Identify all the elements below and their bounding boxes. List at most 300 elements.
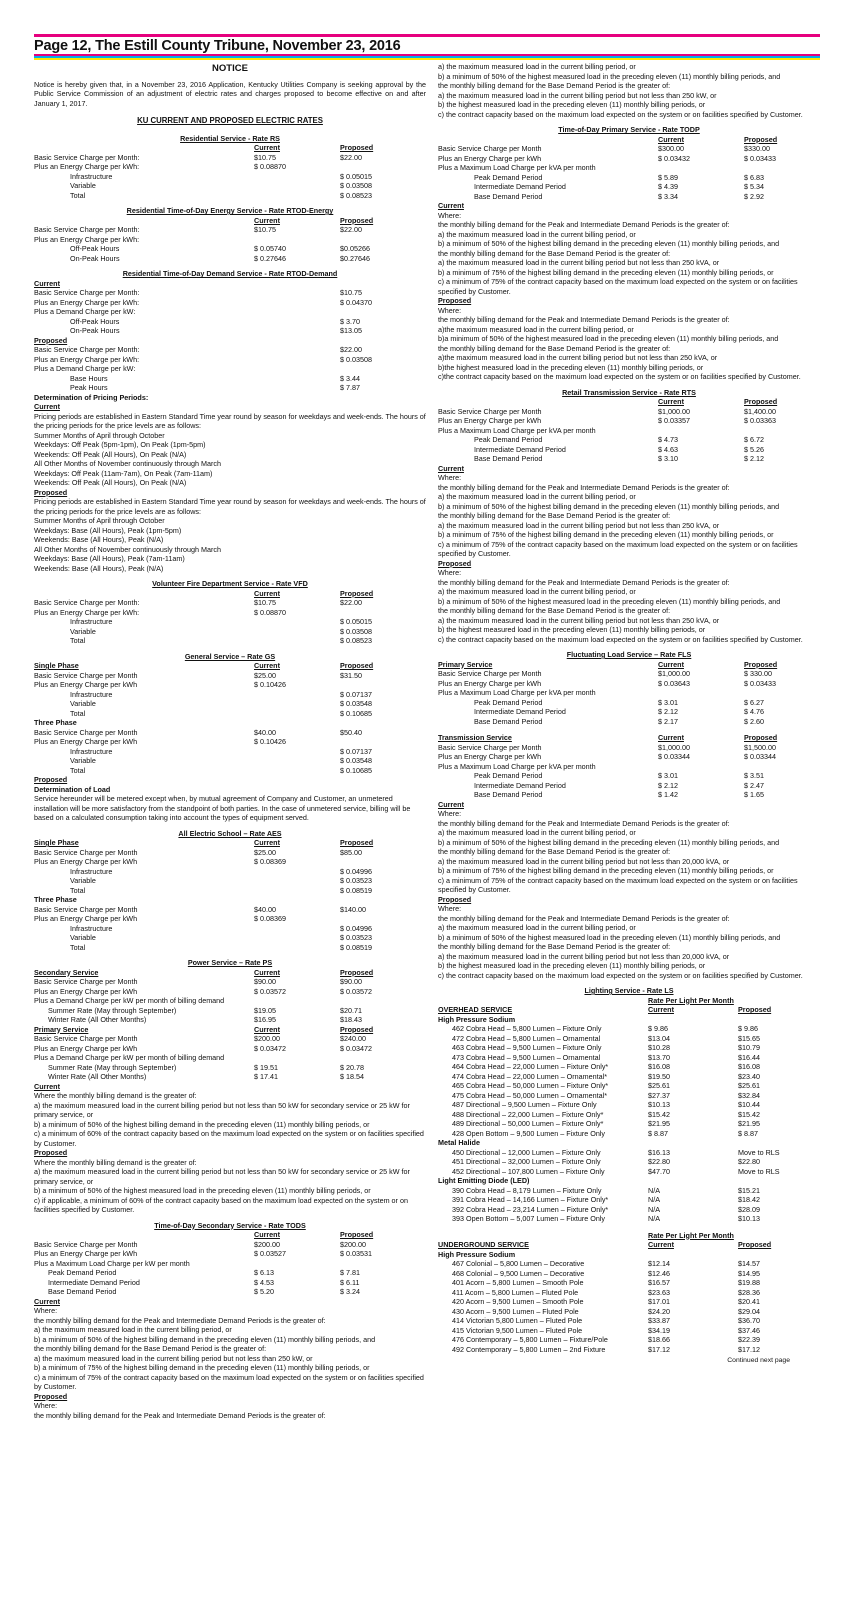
rate-label: Basic Service Charge per Month [34, 1034, 138, 1043]
rate-label: Determination of Load [34, 784, 111, 794]
proposed-value: Proposed [340, 215, 374, 225]
rate-label: Plus a Maximum Load Charge per kVA per month [438, 163, 596, 172]
proposed-value [738, 1176, 820, 1186]
current-value: $ 0.03572 [254, 986, 286, 996]
proposed-value: $ 3.24 [340, 1287, 360, 1296]
current-value [254, 235, 340, 245]
rate-label: 428 Open Bottom – 9,500 Lumen – Fixture Only [452, 1128, 606, 1138]
body-text: a) the maximum measured load in the current billing period but not less than 250 kVA, or [438, 520, 720, 530]
rate-label [438, 1231, 648, 1241]
rate-label: Plus a Demand Charge per kW per month of billing demand [34, 1053, 225, 1062]
proposed-value: Proposed [340, 143, 374, 152]
right-rate-blocks [438, 62, 820, 1354]
current-value [254, 867, 340, 877]
current-value: $16.57 [648, 1278, 670, 1287]
current-value: $ 3.01 [658, 771, 678, 780]
current-value: $23.63 [648, 1287, 670, 1297]
body-text: the monthly billing demand for the Peak and Intermediate Demand Periods is the greater of: [438, 577, 730, 587]
body-text: b) a minimum of 50% of the highest billing demand in the preceding eleven (11) monthly billing periods, and [34, 1334, 376, 1344]
lighting-rate-row [438, 1110, 820, 1120]
proposed-value: $ 3.51 [744, 771, 764, 780]
body-text: b)a minimum of 50% of the highest measured load in the preceding eleven (11) monthly billing periods, and [438, 334, 779, 343]
lighting-rate-row [438, 1335, 820, 1345]
proposed-value: $ 0.03572 [340, 986, 372, 996]
rate-label: Current [34, 402, 60, 411]
rate-label: 452 Directional – 107,800 Lumen – Fixture Only [452, 1166, 605, 1176]
rate-label: Intermediate Demand Period [474, 182, 566, 191]
rate-row [34, 244, 426, 254]
rate-label: Summer Rate (May through September) [48, 1062, 177, 1072]
lighting-rate-row [438, 1176, 820, 1186]
proposed-value [744, 688, 820, 698]
current-value [254, 1259, 340, 1269]
rate-row [34, 1072, 426, 1082]
body-text: Where: [34, 1306, 58, 1315]
body-text: a)the maximum measured load in the current billing period, or [438, 324, 634, 334]
rate-row [34, 181, 426, 191]
proposed-value: $ 0.08519 [340, 885, 372, 895]
rate-row [34, 172, 426, 182]
rate-label: Plus an Energy Charge per kWh [438, 416, 542, 425]
body-text: Weekdays: Base (All Hours), Peak (7am-11am) [34, 554, 185, 563]
lighting-rate-row [438, 1072, 820, 1082]
rate-row [34, 1392, 426, 1402]
proposed-value: Proposed [744, 659, 778, 669]
rate-label: Intermediate Demand Period [474, 707, 566, 716]
rate-row [438, 426, 820, 436]
body-text: a) the maximum measured load in the current billing period but not less than 50 kW for secondary service or 25 kW for primary service, or [34, 1100, 410, 1119]
rate-label [34, 143, 254, 153]
proposed-value: $ 6.83 [744, 172, 764, 182]
current-value [254, 766, 340, 776]
rate-label: Plus a Maximum Load Charge per kW per month [34, 1258, 190, 1268]
rate-row [438, 154, 820, 164]
current-value: $ 0.05740 [254, 244, 286, 253]
body-text: b) a minimum of 75% of the highest billing demand in the preceding eleven (11) monthly billing periods, or [438, 267, 774, 277]
proposed-value: $ 0.03523 [340, 933, 372, 942]
current-value: $ 0.08369 [254, 914, 286, 923]
body-text: Weekends: Base (All Hours), Peak (N/A) [34, 535, 164, 544]
lighting-rate-row [438, 1129, 820, 1139]
current-value [254, 709, 340, 719]
left-column [34, 62, 426, 1420]
current-value: $ 5.89 [658, 172, 678, 182]
proposed-value: $ 5.26 [744, 444, 764, 454]
current-value [254, 1297, 340, 1307]
rate-label: Basic Service Charge per Month [438, 406, 542, 416]
current-value [658, 559, 744, 569]
proposed-value: $32.84 [738, 1090, 760, 1100]
proposed-value: $ 9.86 [738, 1024, 758, 1033]
body-text: b) a minimum of 50% of the highest measured load in the preceding eleven (11) monthly billing periods, and [438, 932, 781, 942]
rate-row [438, 895, 820, 905]
section-title: General Service – Rate GS [184, 651, 276, 661]
current-value: $10.28 [648, 1043, 670, 1052]
current-value [658, 895, 744, 905]
rate-label: Total [70, 885, 86, 895]
rate-label: 463 Cobra Head – 9,500 Lumen – Fixture Only [452, 1043, 602, 1052]
rate-row [438, 669, 820, 679]
current-value: $ 4.63 [658, 444, 678, 454]
proposed-value: $90.00 [340, 977, 362, 986]
body-text: b) a minimum of 50% of the highest billing demand in the preceding eleven (11) monthly billing periods, and [438, 239, 780, 248]
rate-label: Peak Demand Period [474, 697, 543, 707]
rate-label: Variable [70, 699, 96, 708]
rate-label: Total [70, 636, 86, 645]
proposed-value [340, 402, 426, 412]
current-value [254, 172, 340, 182]
proposed-value: $140.00 [340, 904, 366, 914]
body-text: Weekdays: Off Peak (5pm-1pm), On Peak (1pm-5pm) [34, 440, 206, 449]
rate-row [438, 192, 820, 202]
rate-label: Current [438, 463, 464, 473]
proposed-value: Proposed [340, 967, 374, 977]
rate-label: Current [34, 1081, 60, 1091]
lighting-rate-row [438, 1307, 820, 1317]
proposed-value: $10.44 [738, 1100, 760, 1109]
rate-label: 411 Acorn – 5,800 Lumen – Fluted Pole [452, 1287, 579, 1297]
current-value: Current [254, 588, 280, 598]
rate-label: 476 Contemporary – 5,800 Lumen – Fixture/Pole [452, 1335, 608, 1344]
proposed-value: $22.80 [738, 1157, 760, 1166]
proposed-value: $330.00 [744, 144, 770, 153]
rate-row [34, 254, 426, 264]
current-value: $15.42 [648, 1109, 670, 1119]
rate-row [34, 1249, 426, 1259]
proposed-value: $0.05266 [340, 244, 370, 253]
proposed-value: $ 2.92 [744, 191, 764, 201]
proposed-value: $37.46 [738, 1325, 760, 1335]
rate-row [438, 660, 820, 670]
current-value: N/A [648, 1185, 660, 1195]
current-value: $21.95 [648, 1119, 670, 1128]
proposed-value [738, 996, 820, 1006]
rate-label: 420 Acorn – 9,500 Lumen – Smooth Pole [452, 1297, 584, 1306]
proposed-value: $28.36 [738, 1287, 760, 1297]
body-text: a) the maximum measured load in the current billing period, or [34, 1325, 232, 1334]
proposed-value [744, 895, 820, 905]
rate-label: Plus an Energy Charge per kWh [34, 914, 138, 923]
proposed-value: $ 0.08523 [340, 636, 372, 645]
rate-label: 390 Cobra Head – 8,179 Lumen – Fixture Only [452, 1185, 602, 1195]
rate-label: Infrastructure [70, 617, 113, 626]
current-value [254, 181, 340, 191]
proposed-value: $ 0.03531 [340, 1249, 372, 1258]
proposed-value: Proposed [340, 588, 374, 598]
rate-label: Basic Service Charge per Month [34, 727, 138, 737]
proposed-value: $10.75 [340, 288, 362, 297]
rate-label: Plus a Maximum Load Charge per kVA per month [438, 425, 596, 435]
proposed-value: $22.00 [340, 598, 362, 607]
rate-row [34, 766, 426, 776]
lighting-rate-row [438, 1316, 820, 1326]
proposed-value: $18.43 [340, 1015, 362, 1024]
proposed-value: $ 5.34 [744, 182, 764, 191]
lighting-rate-row [438, 1034, 820, 1044]
rate-row [34, 737, 426, 747]
rate-row [34, 1148, 426, 1158]
proposed-value: $ 3.44 [340, 373, 360, 383]
rate-row [34, 307, 426, 317]
body-text: the monthly billing demand for the Peak and Intermediate Demand Periods is the greater of: [438, 315, 730, 324]
body-text: Pricing periods are established in Eastern Standard Time year round by season for weekdays and week-ends. The hours of the pricing periods for the price levels are as follows: [34, 497, 426, 516]
rate-row [34, 364, 426, 374]
current-value: $ 0.08369 [254, 857, 286, 866]
rate-row [34, 355, 426, 365]
rate-label: Current [34, 1296, 60, 1306]
proposed-value: $ 0.07137 [340, 746, 372, 756]
body-text: Where: [438, 568, 462, 577]
current-value: $24.20 [648, 1306, 670, 1316]
current-value [254, 298, 340, 308]
rate-label: Base Demand Period [474, 790, 543, 799]
rate-label: Basic Service Charge per Month: [34, 225, 140, 234]
current-value: $ 4.53 [254, 1277, 274, 1287]
body-text: the monthly billing demand for the Peak and Intermediate Demand Periods is the greater of: [34, 1315, 326, 1325]
current-value: $90.00 [254, 977, 276, 986]
proposed-value [738, 1231, 820, 1241]
lighting-rate-row [438, 1081, 820, 1091]
rate-label: Total [70, 765, 86, 775]
rate-label: Primary Service [34, 1024, 89, 1034]
proposed-value: $20.71 [340, 1005, 362, 1015]
rate-row [34, 235, 426, 245]
rate-row [34, 1240, 426, 1250]
rate-row [34, 617, 426, 627]
current-value [254, 617, 340, 627]
current-value [254, 1148, 340, 1158]
proposed-value: $19.88 [738, 1278, 760, 1287]
current-value [254, 718, 340, 728]
lighting-rate-row [438, 1195, 820, 1205]
rate-label [34, 216, 254, 226]
proposed-value [340, 336, 426, 346]
body-text: Weekdays: Base (All Hours), Peak (1pm-5pm) [34, 525, 182, 535]
current-value: $1,000.00 [658, 742, 690, 752]
body-text: Where: [438, 305, 462, 315]
rate-label: Plus a Demand Charge per kW: [34, 364, 136, 373]
current-value: $ 0.08870 [254, 607, 286, 617]
rate-row [34, 914, 426, 924]
rate-row [34, 699, 426, 709]
body-text: a) the maximum measured load in the current billing period but not less than 250 kW, or [34, 1353, 313, 1363]
proposed-value: $ 0.03508 [340, 354, 372, 364]
rate-label: Basic Service Charge per Month: [34, 152, 140, 162]
body-text: Summer Months of April through October [34, 516, 165, 525]
rate-row [438, 688, 820, 698]
rate-row [34, 867, 426, 877]
lighting-rate-row [438, 1100, 820, 1110]
proposed-value: $0.27646 [340, 253, 370, 263]
proposed-value: $ 2.12 [744, 454, 764, 463]
current-value [254, 1053, 340, 1063]
rate-row [34, 402, 426, 412]
rate-label: Base Demand Period [48, 1287, 117, 1296]
rate-label [438, 397, 658, 407]
current-value [254, 355, 340, 365]
current-value: $ 3.34 [658, 191, 678, 201]
proposed-value: $ 0.03508 [340, 626, 372, 636]
rate-row [438, 698, 820, 708]
current-value [648, 1138, 738, 1148]
current-value [254, 336, 340, 346]
current-value: Current [254, 661, 280, 670]
rate-label: Infrastructure [70, 866, 113, 876]
current-value: $ 2.12 [658, 707, 678, 716]
rate-label: Plus an Energy Charge per kWh: [34, 607, 140, 617]
lighting-rate-row [438, 1288, 820, 1298]
lighting-rate-row [438, 1250, 820, 1260]
current-value [254, 307, 340, 317]
rate-label: Plus an Energy Charge per kWh [34, 737, 138, 746]
current-value: $40.00 [254, 904, 276, 914]
body-text: c) the contract capacity based on the maximum load expected on the system or on facilities specified by Customer. [438, 109, 803, 119]
masthead-bar-magenta [34, 34, 820, 37]
rate-row [438, 717, 820, 727]
current-value: Current [254, 1024, 280, 1034]
proposed-value [738, 1250, 820, 1260]
proposed-value: Proposed [744, 397, 778, 406]
rate-label: Summer Rate (May through September) [48, 1005, 177, 1015]
current-value [658, 201, 744, 211]
current-value [254, 690, 340, 700]
rate-label: 465 Cobra Head – 50,000 Lumen – Fixture Only* [452, 1081, 609, 1090]
current-value: Rate Per Light Per Month [648, 1230, 734, 1240]
proposed-value: $10.13 [738, 1214, 760, 1223]
rate-row [34, 288, 426, 298]
rate-row [34, 968, 426, 978]
body-text: Weekends: Off Peak (All Hours), On Peak (N/A) [34, 449, 187, 459]
masthead-color-bars-top [34, 34, 820, 37]
rate-label: Transmission Service [438, 733, 512, 742]
rate-row [34, 718, 426, 728]
body-text: a) the maximum measured load in the current billing period but not less than 50 kW for secondary service or 25 kW for primary service, or [34, 1167, 410, 1186]
body-text: the monthly billing demand for the Peak and Intermediate Demand Periods is the greater of: [438, 220, 730, 229]
lighting-rate-row [438, 1053, 820, 1063]
proposed-value: $ 0.05015 [340, 617, 372, 626]
current-value [658, 163, 744, 173]
rate-row [34, 298, 426, 308]
rate-label: Infrastructure [70, 923, 113, 933]
body-text: c)the contract capacity based on the maximum load expected on the system or on facilities specified by Customer. [438, 372, 801, 381]
current-value [254, 326, 340, 336]
body-text: b) a minimum of 50% of the highest measured load in the preceding eleven (11) monthly billing periods, and [438, 71, 781, 81]
proposed-value: $23.40 [738, 1071, 760, 1081]
body-text: b) a minimum of 50% of the highest billing demand in the preceding eleven (11) monthly billing periods, and [438, 837, 780, 847]
rate-label: Peak Demand Period [48, 1268, 117, 1277]
rate-label: 462 Cobra Head – 5,800 Lumen – Fixture Only [452, 1024, 602, 1033]
rate-row [34, 1297, 426, 1307]
proposed-value: $22.00 [340, 152, 362, 162]
rate-row [34, 143, 426, 153]
proposed-value: $ 0.03548 [340, 699, 372, 708]
proposed-value: Move to RLS [738, 1147, 780, 1157]
proposed-value [340, 1259, 426, 1269]
rate-row [34, 1006, 426, 1016]
rate-label: Variable [70, 876, 96, 885]
rate-label: Proposed [34, 775, 68, 784]
body-text: c) a minimum of 75% of the contract capacity based on the maximum load expected on the system or on facilities specified by Customer. [34, 1372, 424, 1391]
rate-row [438, 416, 820, 426]
proposed-value: $ 0.07137 [340, 689, 372, 699]
current-value [254, 756, 340, 766]
current-value: $10.75 [254, 225, 276, 234]
current-value: $ 0.03643 [658, 678, 690, 688]
rate-label: Plus a Demand Charge per kW: [34, 307, 136, 316]
rate-label: 430 Acorn – 9,500 Lumen – Fluted Pole [452, 1306, 579, 1316]
proposed-value: Proposed [744, 134, 778, 144]
rate-label: Basic Service Charge per Month [438, 742, 542, 752]
rate-label: Proposed [438, 894, 472, 904]
body-text: b) a minimum of 75% of the highest billing demand in the preceding eleven (11) monthly billing periods, or [438, 866, 774, 875]
current-value: $ 17.41 [254, 1072, 278, 1081]
rate-label: Winter Rate (All Other Months) [48, 1072, 147, 1081]
proposed-value [744, 296, 820, 306]
proposed-value: $ 0.10685 [340, 765, 372, 775]
current-value: Current [648, 1240, 674, 1249]
proposed-value [744, 201, 820, 211]
proposed-value: $50.40 [340, 727, 362, 737]
rate-row [34, 488, 426, 498]
rate-label: On-Peak Hours [70, 253, 120, 263]
current-value: $ 9.86 [648, 1024, 668, 1033]
body-text: Where the monthly billing demand is the greater of: [34, 1091, 197, 1100]
lighting-rate-row [438, 1005, 820, 1015]
section-title: Lighting Service - Rate LS [584, 986, 674, 995]
rate-label: Secondary Service [34, 967, 99, 977]
proposed-value [340, 393, 426, 403]
rate-label: UNDERGROUND SERVICE [438, 1240, 529, 1249]
current-value: $ 0.10426 [254, 737, 286, 746]
current-value: $1,000.00 [658, 406, 690, 416]
rate-label [34, 1230, 254, 1240]
rate-label: Plus an Energy Charge per kWh: [34, 297, 140, 307]
rate-label: Metal Halide [438, 1138, 480, 1147]
proposed-value: Proposed [340, 1024, 374, 1034]
proposed-value: $ 0.03548 [340, 756, 372, 765]
lighting-rate-row [438, 1062, 820, 1072]
rate-row [34, 153, 426, 163]
current-value [254, 191, 340, 201]
rate-row [438, 800, 820, 810]
rate-label: Intermediate Demand Period [48, 1277, 140, 1287]
rate-row [34, 838, 426, 848]
proposed-value: $36.70 [738, 1316, 760, 1325]
current-value: $ 3.01 [658, 697, 678, 707]
proposed-value: $ 0.03523 [340, 876, 372, 885]
rate-label: Basic Service Charge per Month [34, 904, 138, 914]
notice-title: NOTICE [212, 63, 248, 74]
current-value: $ 0.08870 [254, 162, 286, 171]
current-value: $1,000.00 [658, 669, 690, 678]
rate-label: Winter Rate (All Other Months) [48, 1015, 147, 1024]
rate-label: Base Demand Period [474, 454, 543, 463]
proposed-value: Proposed [340, 661, 374, 670]
right-column [438, 62, 820, 1366]
rate-label: Basic Service Charge per Month [34, 977, 138, 986]
rate-label: Current [34, 278, 60, 288]
lighting-rate-row [438, 1157, 820, 1167]
proposed-value: Proposed [744, 733, 778, 742]
body-text: Where: [438, 210, 462, 220]
proposed-value [340, 608, 426, 618]
rate-row [34, 225, 426, 235]
current-value: $17.01 [648, 1297, 670, 1306]
rate-label: Proposed [34, 487, 68, 497]
rate-label: 392 Cobra Head – 23,214 Lumen – Fixture Only* [452, 1204, 609, 1214]
rate-label: Infrastructure [70, 689, 113, 699]
rate-row [34, 627, 426, 637]
